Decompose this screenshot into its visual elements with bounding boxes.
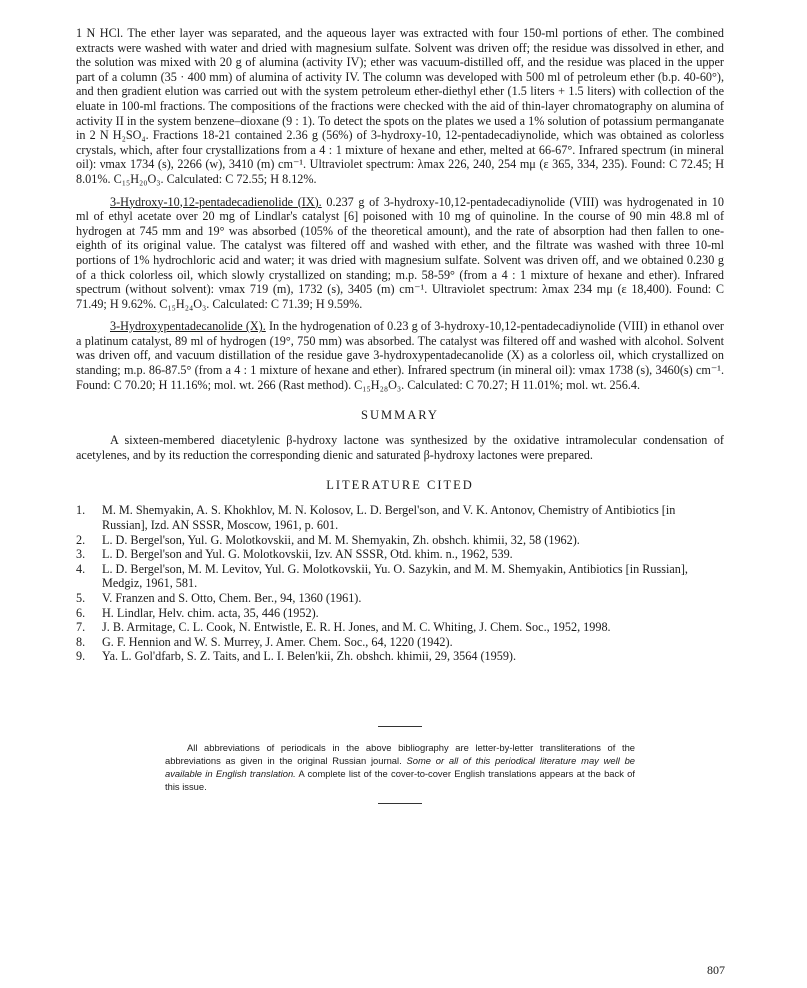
reference-item: 9. Ya. L. Gol'dfarb, S. Z. Taits, and L. I. Belen'kii, Zh. obshch. khimii, 29, 3564 (1959).: [76, 649, 517, 664]
page-body: [76, 26, 724, 804]
reference-item: 3. L. D. Bergel'son and Yul. G. Molotkovskii, Izv. AN SSSR, Otd. khim. n., 1962, 539.: [76, 547, 513, 562]
compound-x-body: In the hydrogenation of 0.23 g of 3-hydroxy-10,12-pentadecadiynolide (VIII) in ethanol over a platinum catalyst, 89 ml of hydrogen (19°, 750 mm) was absorbed. The catalyst was filtered off and washed with alcohol. Solvent was driven off, and vacuum distillation of the residue gave 3-hydroxypentadecanolide (X) as a colorless oil, which crystallized on standing; m.p. 86-87.5° (from a 4 : 1 mixture of hexane and ether). Infrared spectrum (in mineral oil): νmax 1738 (s), 3460(s) cm⁻¹. Found: C 70.20; H 11.16%; mol. wt. 266 (Rast method). C₁₅H₂₈O₃. Calculated: C 70.27; H 11.01%; mol. wt. 256.4.: [76, 319, 724, 392]
compound-ix-body: 0.237 g of 3-hydroxy-10,12-pentadecadiynolide (VIII) was hydrogenated in 10 ml of ethyl acetate over 20 mg of Lindlar's catalyst [6] poisoned with 10 mg of quinoline. In the course of 90 min 48.8 ml of hydrogen at 745 mm and 19° was absorbed (105% of the theoretical amount), and the rate of absorption had then fallen to one-eighth of its original value. The catalyst was filtered off and washed with ether, and the filtrate was washed with three 10-ml portions of 1% hydrochloric acid and water; it was dried with magnesium sulfate. Solvent was driven off, and we obtained 0.230 g of a thick colorless oil, which slowly crystallized on standing; m.p. 58-59° (from a 4 : 1 mixture of hexane and ether). Infrared spectrum (without solvent): νmax 719 (m), 1732 (s), 3405 (m) cm⁻¹. Ultraviolet spectrum: λmax 234 mμ (ε 18,400). Found: C 71.49; H 9.62%. C₁₅H₂₄O₃. Calculated: C 71.39; H 9.59%.: [76, 194, 724, 311]
summary-heading: SUMMARY: [361, 408, 439, 423]
reference-item: 8. G. F. Hennion and W. S. Murrey, J. Amer. Chem. Soc., 64, 1220 (1942).: [76, 634, 453, 649]
experimental-paragraph-3: [76, 319, 724, 392]
reference-item: 1. M. M. Shemyakin, A. S. Khokhlov, M. N. Kolosov, L. D. Bergel'son, and V. K. Antonov, Chemistry of Antibiotics [in Russian], Izd. AN SSSR, Moscow, 1961, p. 601.: [76, 503, 676, 533]
compound-ix-title: 3-Hydroxy-10,12-pentadecadienolide (IX).: [110, 194, 322, 209]
reference-item: 5. V. Franzen and S. Otto, Chem. Ber., 94, 1360 (1961).: [76, 591, 362, 605]
page-number: 807: [707, 963, 725, 977]
note-italic-text: Some or all of this periodical literature may well be available in English translation.: [165, 754, 635, 779]
experimental-paragraph-2: [76, 195, 724, 312]
summary-text: A sixteen-membered diacetylenic β-hydroxy lactone was synthesized by the oxidative intramolecular condensation of acetylenes, and by its reduction the corresponding dienic and saturated β-hydroxy lactones were prepared.: [76, 433, 724, 462]
reference-list: [76, 503, 724, 664]
compound-x-title: 3-Hydroxypentadecanolide (X).: [110, 319, 266, 334]
note-bottom-rule: [378, 803, 422, 804]
experimental-paragraph-1: 1 N HCl. The ether layer was separated, and the aqueous layer was extracted with four 150-ml portions of ether. The combined extracts were washed with water and dried with magnesium sulfate. Solvent was driven off; the residue was dissolved in ether, and the solution was mixed with 20 g of alumina (activity IV); ether was vacuum-distilled off, and the residue was placed in the upper part of a column (35 · 400 mm) of alumina of activity IV. The column was developed with 500 ml of petroleum ether (b.p. 40-60°), and then gradient elution was carried out with the system petroleum ether-diethyl ether (1.5 liters + 1.5 liters) with collection of the eluate in 100-ml fractions. The compositions of the fractions were checked with the aid of thin-layer chromatography on alumina of activity II in the system benzene–dioxane (9 : 1). To detect the spots on the plates we used a 1% solution of potassium permanganate in 2 N H₂SO₄. Fractions 18-21 contained 2.36 g (56%) of 3-hydroxy-10, 12-pentadecadiynolide, which was obtained as colorless crystals, which, after four crystallizations from a 4 : 1 mixture of hexane and ether, melted at 66-67°. Infrared spectrum (in mineral oil): νmax 1734 (s), 2266 (w), 3410 (m) cm⁻¹. Ultraviolet spectrum: λmax 226, 240, 254 mμ (ε 365, 334, 235). Found: C 72.45; H 8.01%. C₁₅H₂₀O₃. Calculated: C 72.55; H 8.12%.: [76, 26, 724, 186]
reference-item: 6. H. Lindlar, Helv. chim. acta, 35, 446 (1952).: [76, 605, 319, 620]
literature-heading: LITERATURE CITED: [326, 478, 474, 493]
abbreviations-note: All abbreviations of periodicals in the above bibliography are letter-by-letter transliterations of the abbreviations as given in the original Russian journal. Some or all of this periodical literature may well be available in English translation. A complete list of the cover-to-cover English translations appears at the back of this issue.: [165, 741, 635, 792]
reference-item: 7. J. B. Armitage, C. L. Cook, N. Entwistle, E. R. H. Jones, and M. C. Whiting, J. Chem. Soc., 1952, 1998.: [76, 620, 611, 635]
reference-item: 4. L. D. Bergel'son, M. M. Levitov, Yul. G. Molotkovskii, Yu. O. Sazykin, and M. M. Shemyakin, Antibiotics [in Russian], Medgiz, 1961, 581.: [76, 561, 688, 591]
reference-item: 2. L. D. Bergel'son, Yul. G. Molotkovskii, and M. M. Shemyakin, Zh. obshch. khimii, 32, 58 (1962).: [76, 532, 580, 547]
